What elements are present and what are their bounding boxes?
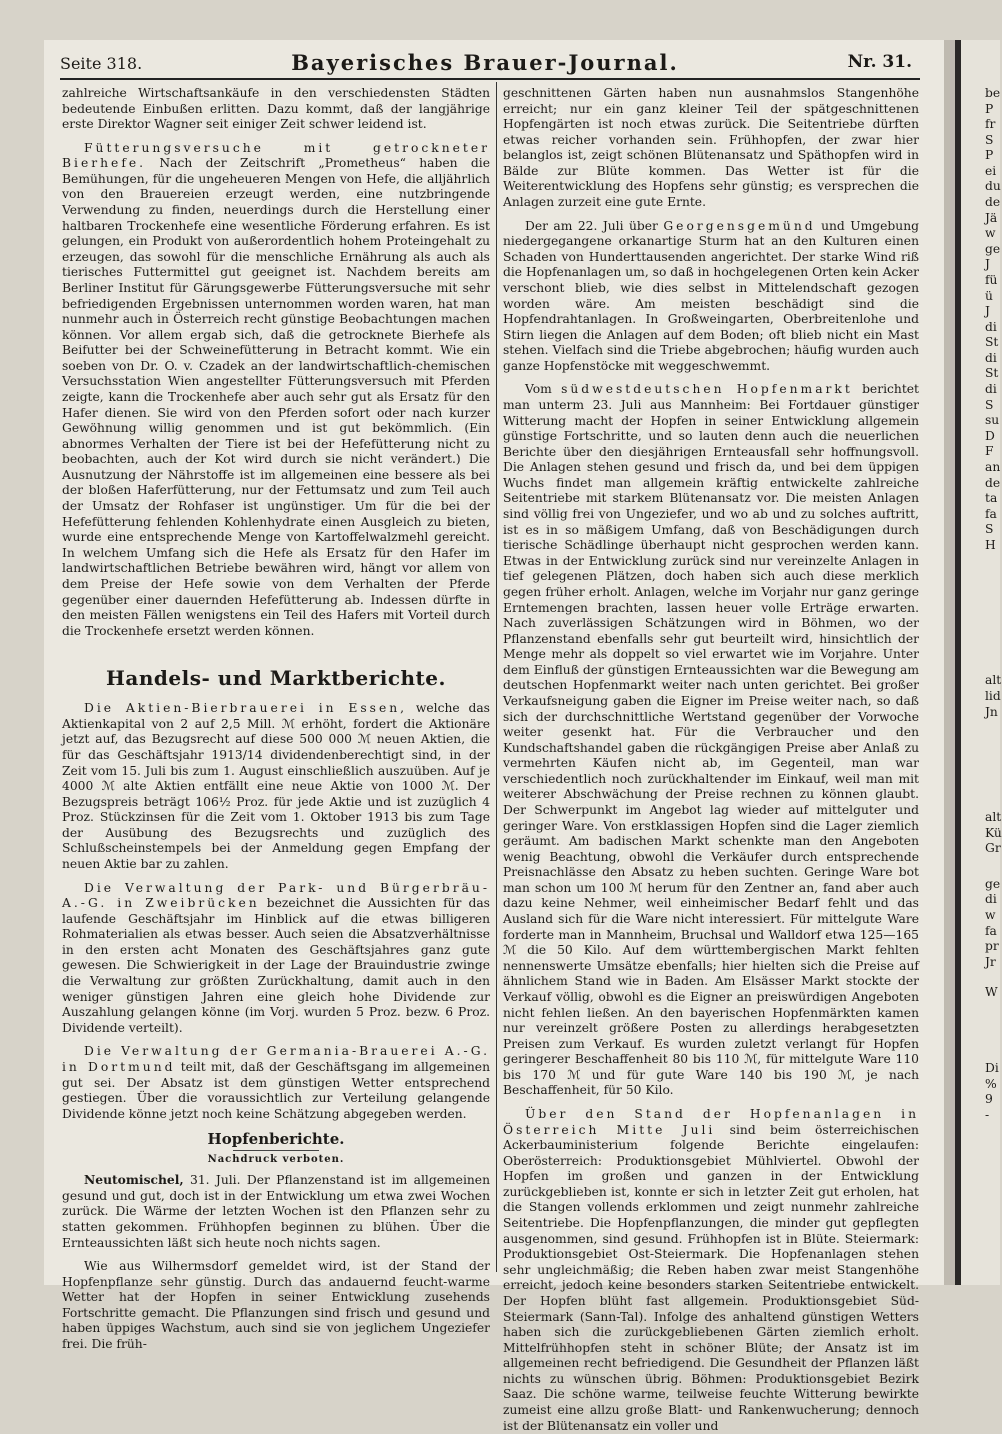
- page-header: [60, 50, 920, 76]
- journal-title: Bayerisches Brauer-Journal.: [291, 50, 679, 75]
- paragraph-neutomischel: [62, 1172, 490, 1251]
- next-page-fragment: D: [985, 428, 995, 443]
- georgens-place: Georgensgemünd: [663, 218, 816, 233]
- column-divider: [496, 82, 497, 1272]
- next-page-fragment: w: [985, 908, 996, 923]
- paragraph-continued: geschnittenen Gärten haben nun ausnahmslos Stangenhöhe erreicht; nur ein ganz kleiner Teil der spätgeschnittenen Hopfengärten ist noch etwas zurück. Die Seitentriebe dürften etwas reicher vorhanden sein. Frühhopfen, der zwar hier belanglos ist, zeigt schönen Blütenansatz und Späthopfen wird in Bälde zur Blüte kommen. Das Wetter ist für die Weiterentwicklung des Hopfens sehr günstig; es versprechen die Anlagen zurzeit eine gute Ernte.: [503, 86, 919, 210]
- next-page-fragment: di: [985, 892, 997, 907]
- essen-body: welche das Aktienkapital von 2 auf 2,5 Mill. ℳ erhöht, fordert die Aktionäre jetzt auf, das Bezugsrecht auf diese 500 000 ℳ neuen Aktien, die für das Geschäftsjahr 1913/14 dividendenberechtigt sind, in der Zeit vom 15. Juli bis zum 1. August einschließlich auszuüben. Auf je 4000 ℳ alte Aktien entfällt eine neue Aktie von 1000 ℳ. Der Bezugspreis beträgt 106½ Proz. für jede Aktie und ist zuzüglich 4 Proz. Stückzinsen für die Zeit vom 1. Oktober 1913 bis zum Tage der Ausübung des Bezugsrechts und zuzüglich des Schlußscheinstempels bei der Anmeldung gegen Empfang der neuen Aktie bar zu zahlen.: [62, 701, 490, 872]
- next-page-fragment: fa: [985, 506, 997, 521]
- left-column: [62, 86, 490, 1353]
- next-page-fragment: St: [985, 366, 999, 381]
- paragraph-suedwest: [503, 382, 919, 1099]
- paragraph-park: [62, 881, 490, 1037]
- next-page-fragment: Jä: [985, 210, 998, 225]
- germania-lead: Die Verwaltung der Germania-Brauerei A.-G. in Dortmund: [62, 1044, 490, 1074]
- next-page-fragment: ü: [985, 288, 993, 303]
- reprint-note: Nachdruck verboten.: [207, 1154, 345, 1166]
- next-page-fragment: fü: [985, 272, 998, 287]
- header-rule: [60, 78, 920, 80]
- park-lead: Die Verwaltung der Park- und Bürgerbräu-A.-G. in Zweibrücken: [62, 880, 490, 911]
- neutomischel-place: Neutomischel,: [84, 1172, 184, 1188]
- next-page-fragment: F: [985, 444, 994, 459]
- next-page-fragment: Jn: [985, 704, 998, 719]
- hefe-body: Nach der Zeitschrift „Prometheus“ haben die Bemühungen, für die ungeheueren Mengen von Hefe, die alljährlich von den Brauereien erzeugt werden, eine nutzbringende Verwendung zu finden, neuerdings durch die Herstellung einer haltbaren Trockenhefe eine wesentliche Förderung erfahren. Es ist gelungen, ein Produkt von außerordentlich hohem Proteingehalt zu erzeugen, das sowohl für die menschliche Ernährung als auch als tierisches Futtermittel gut geeignet ist. Nachdem bereits am Berliner Institut für Gärungsgewerbe Fütterungsversuche mit sehr befriedigenden Ergebnissen unternommen worden waren, hat man nunmehr auch in Österreich recht günstige Beobachtungen machen können. Vor allem ergab sich, daß die getrocknete Bierhefe als Beifutter bei der Schweinefütterung in Betracht kommt. Wie ein soeben von Dr. O. v. Czadek an der landwirtschaftlich-chemischen Versuchsstation Wien angestellter Fütterungsversuch mit Pferden zeigte, kann die Trockenhefe aber auch sehr gut als Ersatz für den Hafer dienen. Sie wird von den Pferden sofort oder nach kurzer Gewöhnung willig genommen und ist gut bekömmlich. (Ein abnormes Verhalten der Tiere ist bei der Hefefütterung nicht zu beobachten, auch der Kot wird durch sie nicht verändert.) Die Ausnutzung der Nährstoffe ist im allgemeinen eine bessere als bei der bloßen Haferfütterung, nur der Fettumsatz und zum Teil auch der Umsatz der Rohfaser ist ungünstiger. Um für die bei der Hefefütterung fehlenden Kohlenhydrate einen Ausgleich zu bieten, wurde eine entsprechende Menge von Kartoffelwalzmehl gereicht. In welchem Umfang sich die Hefe als Ersatz für den Hafer im landwirtschaftlichen Betriebe bewähren wird, hängt vor allem von dem Preise der Hefe sowie von dem Verhalten der Pferde gegenüber einer dauernden Hefefütterung ab. Indessen dürfte in den meisten Fällen wenigstens ein Teil des Hafers mit Vorteil durch die Trockenhefe ersetzt werden können.: [62, 156, 490, 638]
- next-page-fragment: %: [985, 1076, 997, 1091]
- paragraph-germania: [62, 1044, 490, 1122]
- sued-body: berichtet man unterm 23. Juli aus Mannheim: Bei Fortdauer günstiger Witterung macht der Hopfen in seiner Entwicklung allgemein günstige Fortschritte, und so lauten denn auch die neuerlichen Berichte über den diesjährigen Ernteausfall sehr hoffnungsvoll. Die Anlagen stehen gesund und frisch da, und bei dem üppigen Wuchs findet man allgemein kräftig entwickelte zahlreiche Seitentriebe mit starkem Blütenansatz vor. Die meisten Anlagen sind völlig frei von Ungeziefer, und wo ab und zu solches auftritt, ist es in so mäßigem Umfang, daß von Beschädigungen durch tierische Schädlinge überhaupt nicht gesprochen werden kann. Etwas in der Entwicklung zurück sind nur vereinzelte Anlagen in tief gelegenen Plätzen, doch haben sich auch diese merklich gegen früher erholt. Anlagen, welche im Vorjahr nur ganz geringe Erntemengen brachten, lassen heuer volle Erträge erwarten. Nach zuverlässigen Schätzungen wird in Böhmen, wo der Pflanzenstand ebenfalls sehr gut beurteilt wird, hinsichtlich der Menge mehr als doppelt so viel erwartet wie im Vorjahre. Unter dem Einfluß der günstigen Ernteaussichten war die Bewegung am deutschen Hopfenmarkt weiter nach unten gerichtet. Bei großer Verkaufsneigung gaben die Eigner im Preise weiter nach, so daß sich der durchschnittliche Wertstand gegenüber der Vorwoche weiter gesenkt hat. Für die Verbraucher und den Kundschaftshandel gaben die rückgängigen Preise aber Anlaß zu vermehrten Käufen nicht ab, im Gegenteil, man war verschiedentlich noch zurückhaltender im Einkauf, weil man mit weiterer Abschwächung der Preise rechnen zu können glaubt. Der Schwerpunkt im Angebot lag wieder auf mittelguter und geringer Ware. Von erstklassigen Hopfen sind die Lager ziemlich geräumt. Am badischen Markt schenkte man den Angeboten wenig Beachtung, obwohl die Verkäufer durch entsprechende Preisnachlässe den Absatz zu heben suchten. Geringe Ware bot man schon um 100 ℳ herum für den Zentner an, fand aber auch dazu keine Nehmer, weil einheimischer Bedarf fehlt und das Ausland sich für die Ware nicht interessiert. Für mittelgute Ware forderte man in Mannheim, Bruchsal und Walldorf etwa 125—165 ℳ die 50 Kilo. Auf dem württembergischen Markt fehlten nennenswerte Umsätze ebenfalls; hier hielten sich die Preise auf ähnlichem Stand wie in Baden. Am Elsässer Markt stockte der Verkauf völlig, obwohl es die Eigner an preiswürdigen Angeboten nicht fehlen ließen. An den bayerischen Hopfenmärkten kamen nur vereinzelt größere Posten zu allerdings herabgesetzten Preisen zum Verkauf. Es wurden zuletzt verlangt für Hopfen geringerer Beschaffenheit 80 bis 110 ℳ, für mittelgute Ware 110 bis 170 ℳ und für gute Ware 140 bis 190 ℳ, je nach Beschaffenheit, für 50 Kilo.: [503, 382, 919, 1098]
- next-page-fragment: J: [985, 257, 990, 272]
- next-page-fragment: alt: [985, 810, 1002, 825]
- paragraph-essen: [62, 701, 490, 872]
- next-page-fragment: du: [985, 179, 1001, 194]
- georgens-pre: Der am 22. Juli über: [525, 218, 658, 233]
- next-page-fragment: de: [985, 195, 1001, 210]
- next-page-fragment: -: [985, 1107, 990, 1122]
- next-page-fragment: W: [985, 985, 998, 1000]
- paragraph-wilhermsdorf: Wie aus Wilhermsdorf gemeldet wird, ist der Stand der Hopfenpflanze sehr günstig. Durch das andauernd feucht-warme Wetter hat der Hopfen in seiner Entwicklung zusehends Fortschritte gemacht. Die Pflanzungen sind frisch und gesund und haben üppiges Wachstum, auch sind sie von jeglichem Ungeziefer frei. Die früh-: [62, 1259, 490, 1352]
- paragraph-intro: zahlreiche Wirtschaftsankäufe in den verschiedensten Städten bedeutende Einbußen erlitten. Dazu kommt, daß der langjährige erste Direktor Wagner seit einiger Zeit schwer leidend ist.: [62, 86, 490, 132]
- park-body: bezeichnet die Aussichten für das laufende Geschäftsjahr im Hinblick auf die etwas billigeren Rohmaterialien als etwas besser. Auch seien die Absatzverhältnisse in den ersten acht Monaten des Geschäftsjahres ganz gute gewesen. Die Schwierigkeit in der Lage der Brauindustrie zwinge die Verwaltung zur größten Zurückhaltung, damit auch in den weniger günstigen Jahren eine gleich hohe Dividende zur Auszahlung gelangen könne (im Vorj. wurden 5 Proz. bezw. 6 Proz. Dividende verteilt).: [62, 896, 490, 1035]
- subsection-rule: [233, 1150, 319, 1151]
- next-page-fragment: S: [985, 397, 994, 412]
- neutomischel-body: 31. Juli. Der Pflanzenstand ist im allgemeinen gesund und gut, doch ist in der Entwicklung um etwa zwei Wochen zurück. Die Wärme der letzten Wochen ist den Pflanzen sehr zu statten gekommen. Frühhopfen beginnen zu blühen. Über die Ernteaussichten läßt sich heute noch nichts sagen.: [62, 1173, 490, 1250]
- next-page-fragment: ge: [985, 876, 1001, 891]
- next-page-fragment: w: [985, 226, 996, 241]
- sued-place: südwestdeutschen Hopfenmarkt: [561, 382, 853, 397]
- next-page-fragment: fr: [985, 117, 996, 132]
- next-page-fragment: de: [985, 475, 1001, 490]
- next-page-fragment: di: [985, 382, 997, 397]
- next-page-fragment: St: [985, 335, 999, 350]
- next-page-fragment: Gr: [985, 841, 1001, 856]
- next-page-fragment: S: [985, 132, 994, 147]
- next-page-fragment: ta: [985, 491, 998, 506]
- page-edge-shadow: [955, 40, 961, 1285]
- next-page-fragment: di: [985, 319, 997, 334]
- right-column: [503, 86, 919, 1434]
- subsection-heading: Hopfenberichte.: [207, 1130, 345, 1149]
- next-page-fragment: fa: [985, 923, 997, 938]
- next-page-fragment: pr: [985, 939, 999, 954]
- next-page-fragment: Di: [985, 1060, 999, 1075]
- next-page-fragment: an: [985, 459, 1001, 474]
- page-gutter: [944, 40, 955, 1285]
- paragraph-oesterreich: [503, 1107, 919, 1434]
- issue-number: Nr. 31.: [847, 52, 912, 72]
- next-page-fragment: 9: [985, 1092, 993, 1107]
- hefe-lead: Fütterungsversuche mit getrockneter Bierhefe.: [62, 140, 490, 171]
- section-heading: Handels- und Marktberichte.: [106, 666, 446, 691]
- next-page-fragment: di: [985, 350, 997, 365]
- essen-lead: Die Aktien-Bierbrauerei in Essen,: [84, 701, 408, 716]
- next-page-fragment: P: [985, 148, 994, 163]
- paragraph-georgensgemuend: [503, 219, 919, 375]
- next-page-fragment: J: [985, 304, 990, 319]
- next-page-fragment: ge: [985, 241, 1001, 256]
- germania-body: teilt mit, daß der Geschäftsgang im allgemeinen gut sei. Der Absatz ist dem günstigen Wetter entsprechend gestiegen. Über die voraussichtlich zur Verteilung gelangende Dividende könne jetzt noch keine Schätzung abgegeben werden.: [62, 1059, 490, 1121]
- next-page-fragment: S: [985, 522, 994, 537]
- georgens-body: und Umgebung niedergegangene orkanartige Sturm hat an den Kulturen einen Schaden von Hunderttausenden angerichtet. Der starke Wind riß die Hopfenanlagen um, so daß in hochgelegenen Orten kein Acker verschont blieb, wie dies selbst in Mittelendschaft gezogen worden wäre. Am meisten beschädigt sind die Hopfendrahtanlagen. In Großweingarten, Oberbreitenlohe und Stirn liegen die Anlagen auf dem Boden; oft blieb nicht ein Mast stehen. Vielfach sind die Triebe abgebrochen; häufig wurden auch ganze Hopfenstöcke mit weggeschwemmt.: [503, 218, 919, 373]
- next-page-fragment: P: [985, 101, 994, 116]
- next-page-fragment: su: [985, 413, 1000, 428]
- page-number: Seite 318.: [60, 54, 143, 73]
- next-page-fragment: H: [985, 537, 996, 552]
- next-page-fragment: Jr: [985, 954, 996, 969]
- sued-pre: Vom: [525, 382, 552, 397]
- paragraph-hefe: [62, 141, 490, 640]
- next-page-fragment: ei: [985, 163, 997, 178]
- next-page-edge: [955, 40, 1000, 1285]
- next-page-fragment: alt: [985, 673, 1002, 688]
- next-page-fragment: Kü: [985, 825, 1002, 840]
- next-page-fragment: lid: [985, 688, 1001, 703]
- oest-body: sind beim österreichischen Ackerbauministerium folgende Berichte eingelaufen: Oberösterreich: Produktionsgebiet Mühlviertel. Obwohl der Hopfen im großen und ganzen in der Entwicklung zurückgeblieben ist, konnte er sich in letzter Zeit gut erholen, hat die Stangen vollends erklommen und zeigt nunmehr zahlreiche Seitentriebe. Die Hopfenpflanzungen, die minder gut gepflegten ausgenommen, sind gesund. Frühhopfen ist in Blüte. Steiermark: Produktionsgebiet Ost-Steiermark. Die Hopfenanlagen stehen sehr ungleichmäßig; die Reben haben zwar meist Stangenhöhe erreicht, jedoch keine besonders starken Seitentriebe entwickelt. Der Hopfen blüht fast allgemein. Produktionsgebiet Süd-Steiermark (Sann-Tal). Infolge des anhaltend günstigen Wetters haben sich die zurückgebliebenen Gärten ziemlich erholt. Mittelfrühhopfen steht in schöner Blüte; der Ansatz ist im allgemeinen recht befriedigend. Die Gesundheit der Pflanzen läßt nichts zu wünschen übrig. Böhmen: Produktionsgebiet Bezirk Saaz. Die schöne warme, teilweise feuchte Witterung bewirkte zumeist eine allzu große Blatt- und Rankenwucherung; dennoch ist der Blütenansatz ein voller und: [503, 1122, 919, 1433]
- next-page-fragment: be: [985, 86, 1001, 100]
- oest-lead: Über den Stand der Hopfenanlagen in Österreich Mitte Juli: [503, 1107, 919, 1137]
